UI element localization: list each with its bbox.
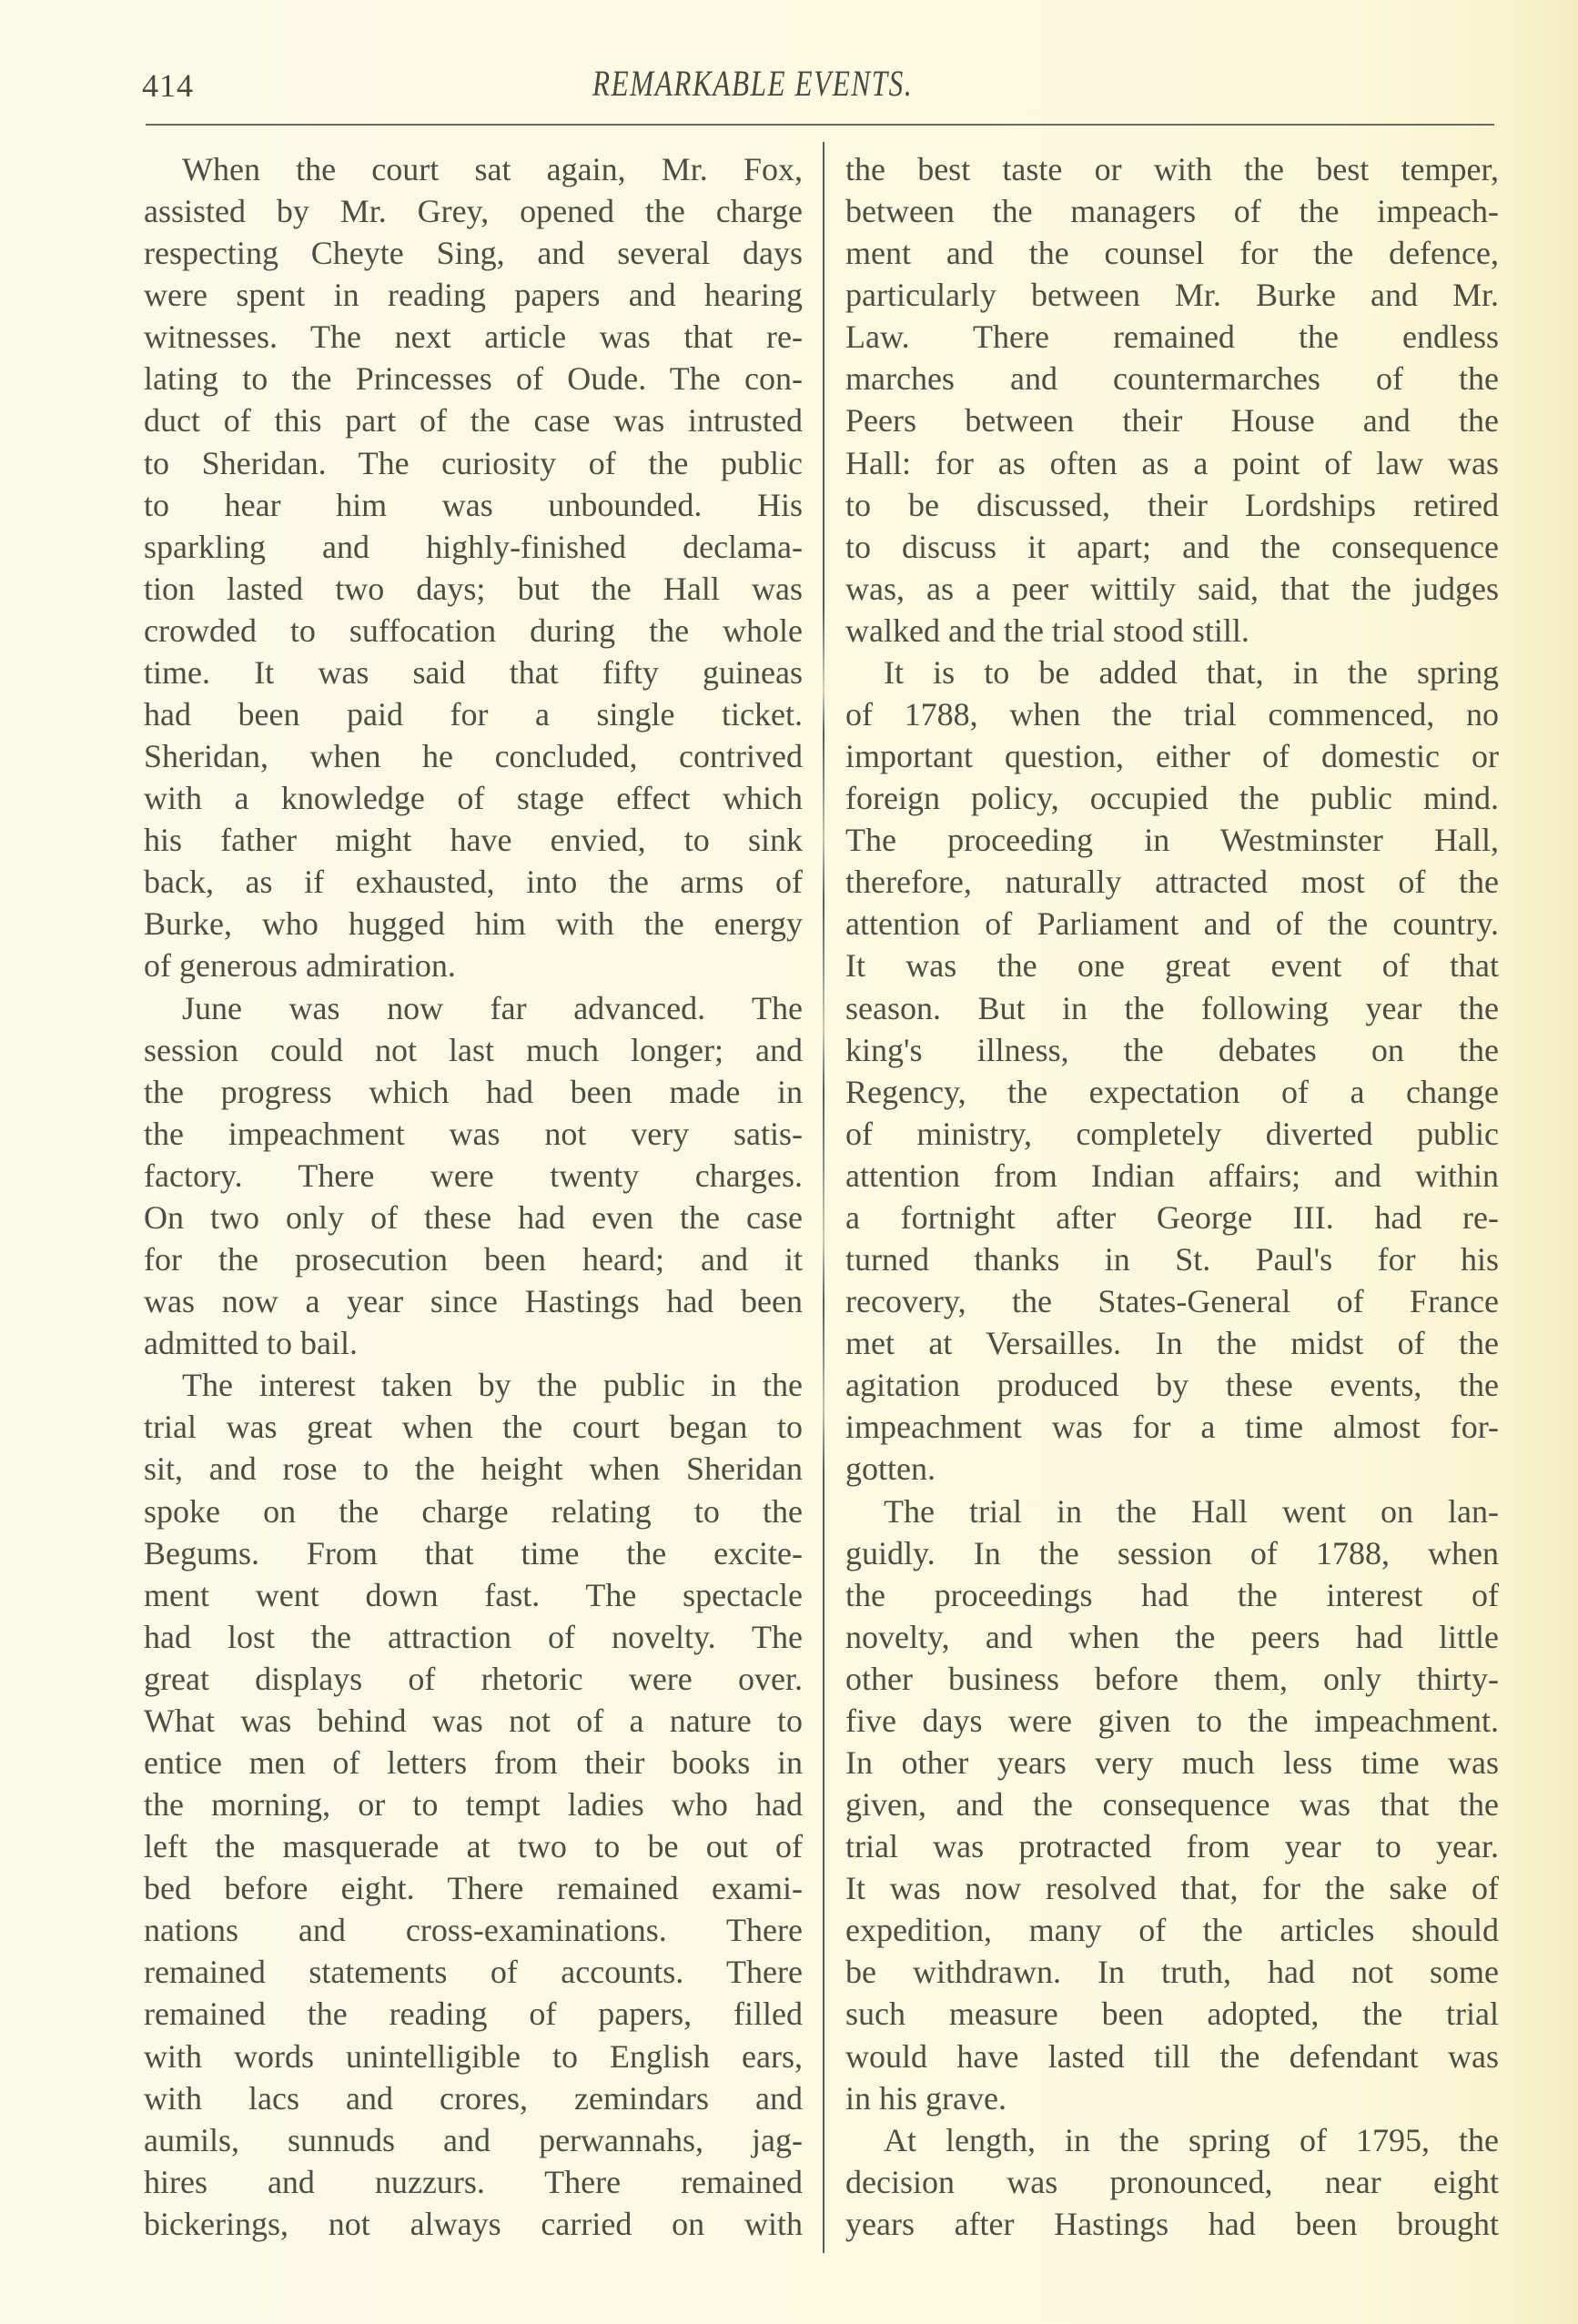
text-line: great displays of rhetoric were over. (144, 1660, 803, 1697)
text-line: The interest taken by the public in the (182, 1367, 803, 1404)
text-line: given, and the consequence was that the (845, 1786, 1499, 1824)
text-line: the impeachment was not very satis- (144, 1115, 803, 1152)
text-line: between the managers of the impeach- (845, 193, 1499, 230)
text-line: hires and nuzzurs. There remained (144, 2163, 803, 2200)
text-line: sit, and rose to the height when Sheridan (144, 1450, 803, 1488)
text-line: be withdrawn. In truth, had not some (845, 1954, 1499, 1991)
text-line: such measure been adopted, the trial (845, 1996, 1499, 2033)
text-line: of ministry, completely diverted public (845, 1115, 1499, 1152)
text-line: lating to the Princesses of Oude. The con- (144, 360, 803, 398)
text-line: assisted by Mr. Grey, opened the charge (144, 193, 803, 230)
header-rule (146, 124, 1494, 126)
text-line: nations and cross-examinations. There (144, 1912, 803, 1949)
text-line: expedition, many of the articles should (845, 1912, 1499, 1949)
text-line: for the prosecution been heard; and it (144, 1241, 803, 1278)
text-line: years after Hastings had been brought (845, 2205, 1499, 2242)
text-line: The trial in the Hall went on lan- (884, 1492, 1499, 1530)
text-line: guidly. In the session of 1788, when (845, 1534, 1499, 1571)
text-line: factory. There were twenty charges. (144, 1157, 803, 1194)
text-line: spoke on the charge relating to the (144, 1492, 803, 1530)
text-line: with a knowledge of stage effect which (144, 780, 803, 817)
text-line: It was the one great event of that (845, 947, 1499, 985)
text-line: session could not last much longer; and (144, 1031, 803, 1068)
text-line: other business before them, only thirty- (845, 1660, 1499, 1697)
text-line: Burke, who hugged him with the energy (144, 905, 803, 943)
text-line: with lacs and crores, zemindars and (144, 2079, 803, 2117)
text-line: trial was protracted from year to year. (845, 1828, 1499, 1865)
text-line: Regency, the expectation of a change (845, 1073, 1499, 1110)
text-line: duct of this part of the case was intrusted (144, 402, 803, 440)
text-line: was, as a peer wittily said, that the judges (845, 570, 1499, 607)
text-line: had lost the attraction of novelty. The (144, 1618, 803, 1655)
text-line: had been paid for a single ticket. (144, 696, 803, 733)
text-line: admitted to bail. (144, 1325, 358, 1362)
text-line: the progress which had been made in (144, 1073, 803, 1110)
text-line: the proceedings had the interest of (845, 1576, 1499, 1613)
running-title: REMARKABLE EVENTS. (592, 63, 914, 104)
right-column (845, 148, 1499, 2245)
text-line: June was now far advanced. The (182, 989, 803, 1026)
text-line: walked and the trial stood still. (845, 611, 1249, 649)
text-line: of 1788, when the trial commenced, no (845, 696, 1499, 733)
text-line: important question, either of domestic or (845, 738, 1499, 775)
text-line: impeachment was for a time almost for- (845, 1409, 1499, 1446)
text-line: the best taste or with the best temper, (845, 151, 1499, 187)
text-line: met at Versailles. In the midst of the (845, 1325, 1499, 1362)
text-line: five days were given to the impeachment. (845, 1702, 1499, 1739)
text-line: marches and countermarches of the (845, 360, 1499, 398)
text-line: attention from Indian affairs; and within (845, 1157, 1499, 1194)
text-line: a fortnight after George III. had re- (845, 1198, 1499, 1236)
text-line: back, as if exhausted, into the arms of (144, 864, 803, 901)
text-line: attention of Parliament and of the country. (845, 905, 1499, 943)
text-line: remained the reading of papers, filled (144, 1996, 803, 2033)
text-line: with words unintelligible to English ears, (144, 2037, 803, 2075)
text-line: particularly between Mr. Burke and Mr. (845, 277, 1499, 314)
text-line: tion lasted two days; but the Hall was (144, 570, 803, 607)
text-line: Begums. From that time the excite- (144, 1534, 803, 1571)
text-line: trial was great when the court began to (144, 1409, 803, 1446)
text-line: king's illness, the debates on the (845, 1031, 1499, 1068)
text-line: On two only of these had even the case (144, 1198, 803, 1236)
text-line: crowded to suffocation during the whole (144, 611, 803, 649)
text-line: recovery, the States-General of France (845, 1283, 1499, 1320)
text-line: Hall: for as often as a point of law was (845, 444, 1499, 481)
left-column (144, 148, 803, 2245)
text-line: season. But in the following year the (845, 989, 1499, 1026)
text-line: foreign policy, occupied the public mind. (845, 780, 1499, 817)
text-line: ment went down fast. The spectacle (144, 1576, 803, 1613)
text-line: agitation produced by these events, the (845, 1367, 1499, 1404)
text-line: gotten. (845, 1450, 936, 1488)
text-line: witnesses. The next article was that re- (144, 318, 803, 356)
text-line: aumils, sunnuds and perwannahs, jag- (144, 2121, 803, 2158)
text-line: entice men of letters from their books in (144, 1743, 803, 1781)
text-line: turned thanks in St. Paul's for his (845, 1241, 1499, 1278)
text-line: were spent in reading papers and hearing (144, 277, 803, 314)
text-line: to hear him was unbounded. His (144, 486, 803, 523)
text-line: in his grave. (845, 2079, 1006, 2117)
text-line: of generous admiration. (144, 947, 456, 985)
text-line: Law. There remained the endless (845, 318, 1499, 356)
text-line: Peers between their House and the (845, 402, 1499, 440)
text-line: It is to be added that, in the spring (884, 653, 1499, 691)
text-line: his father might have envied, to sink (144, 822, 803, 859)
column-divider (823, 142, 824, 2253)
page-number: 414 (142, 67, 194, 104)
text-line: would have lasted till the defendant was (845, 2037, 1499, 2075)
text-line: left the masquerade at two to be out of (144, 1828, 803, 1865)
text-line: sparkling and highly-finished declama- (144, 528, 803, 565)
text-line: novelty, and when the peers had little (845, 1618, 1499, 1655)
text-line: decision was pronounced, near eight (845, 2163, 1499, 2200)
text-line: The proceeding in Westminster Hall, (845, 822, 1499, 859)
text-line: bed before eight. There remained exami- (144, 1870, 803, 1907)
text-line: Sheridan, when he concluded, contrived (144, 738, 803, 775)
text-line: In other years very much less time was (845, 1743, 1499, 1781)
text-line: was now a year since Hastings had been (144, 1283, 803, 1320)
text-line: remained statements of accounts. There (144, 1954, 803, 1991)
text-line: time. It was said that fifty guineas (144, 653, 803, 691)
text-line: the morning, or to tempt ladies who had (144, 1786, 803, 1824)
text-line: respecting Cheyte Sing, and several days (144, 235, 803, 272)
text-line: What was behind was not of a nature to (144, 1702, 803, 1739)
text-line: to be discussed, their Lordships retired (845, 486, 1499, 523)
text-line: therefore, naturally attracted most of the (845, 864, 1499, 901)
text-line: It was now resolved that, for the sake of (845, 1870, 1499, 1907)
text-line: At length, in the spring of 1795, the (884, 2121, 1499, 2158)
text-line: to discuss it apart; and the consequence (845, 528, 1499, 565)
text-line: When the court sat again, Mr. Fox, (182, 151, 803, 187)
text-line: to Sheridan. The curiosity of the public (144, 444, 803, 481)
text-line: ment and the counsel for the defence, (845, 235, 1499, 272)
text-line: bickerings, not always carried on with (144, 2205, 803, 2242)
